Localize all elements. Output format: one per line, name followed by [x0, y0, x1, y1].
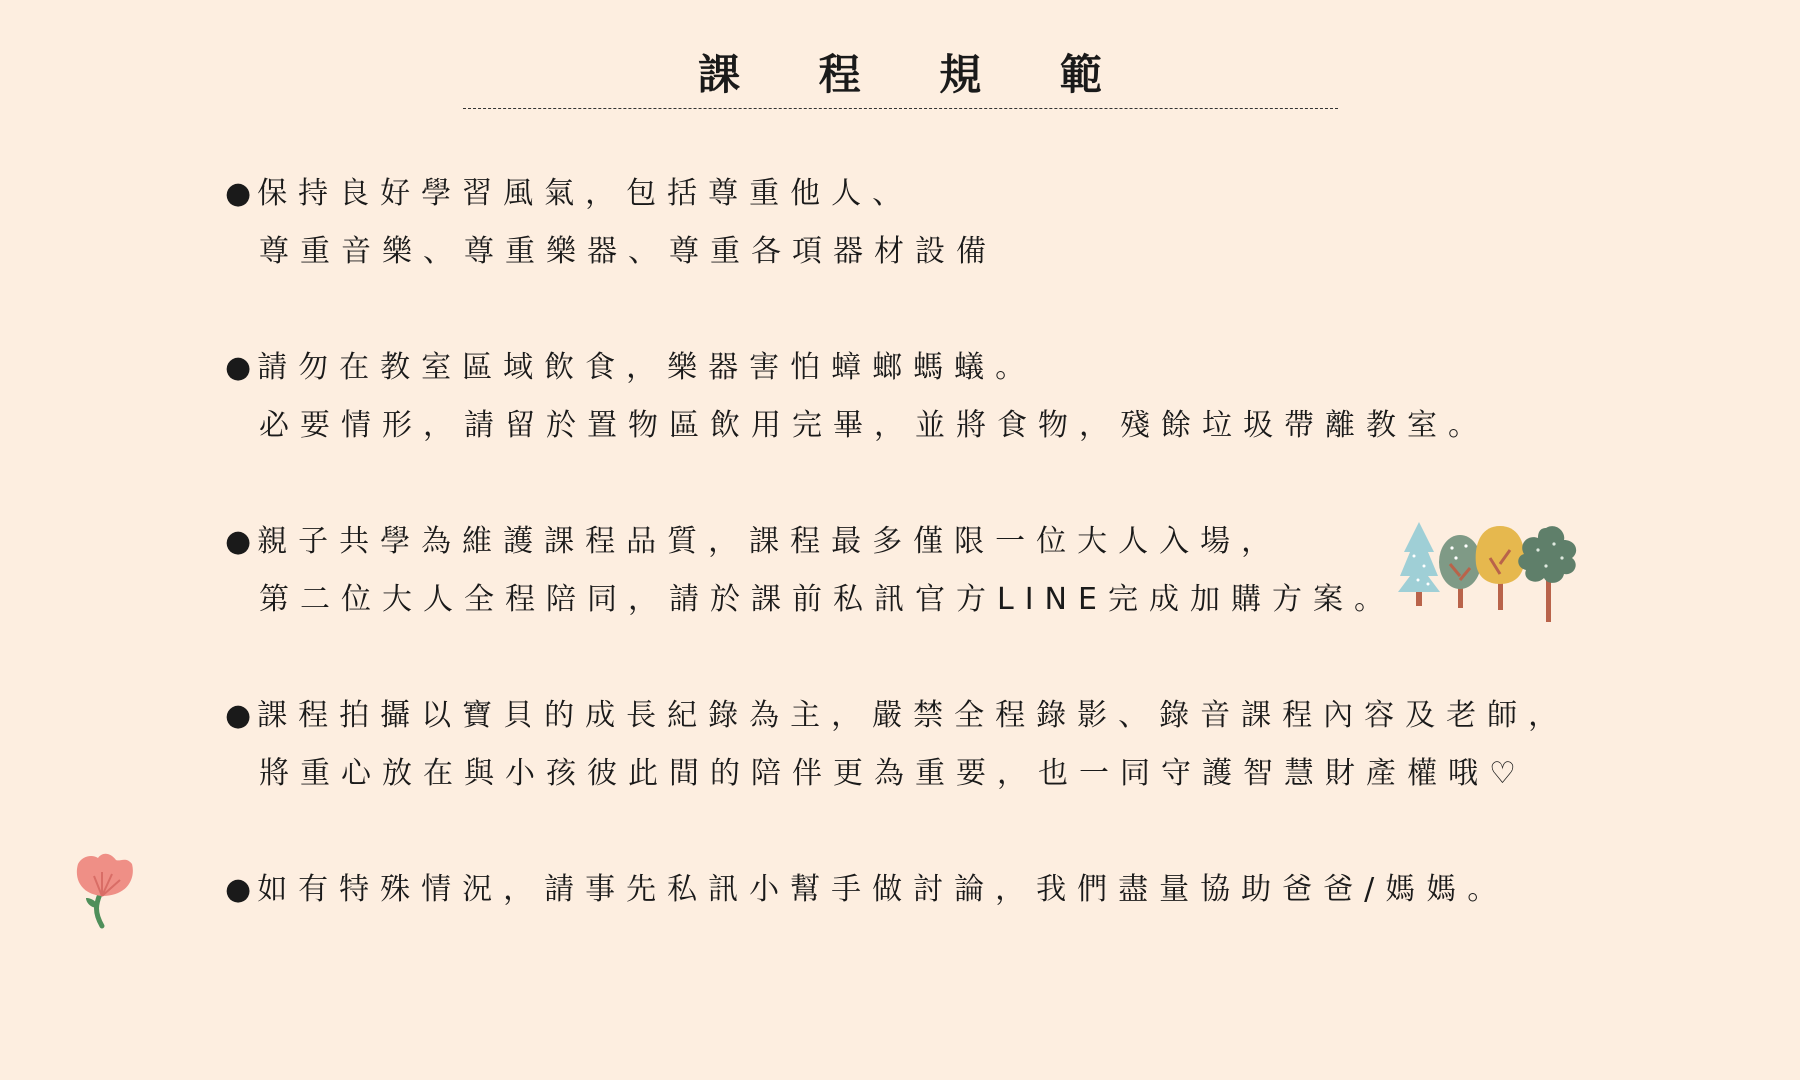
rule-text: 請勿在教室區域飲食，樂器害怕蟑螂螞蟻。	[257, 350, 1037, 385]
page-title: 課 程 規 範	[698, 50, 1134, 99]
rule-text: 親子共學為維護課程品質，課程最多僅限一位大人入場，	[257, 524, 1283, 559]
rule-text: 課程拍攝以寶貝的成長紀錄為主，嚴禁全程錄影、錄音課程內容及老師，	[257, 698, 1570, 733]
bullet-icon: ●	[225, 872, 252, 907]
rule-line-2: 尊重音樂、尊重樂器、尊重各項器材設備	[259, 234, 997, 269]
rule-line-1	[225, 174, 913, 214]
title-divider	[463, 108, 1338, 109]
bullet-icon: ●	[225, 698, 252, 733]
rule-line-2: 第二位大人全程陪同，請於課前私訊官方LINE完成加購方案。	[259, 582, 1395, 617]
bullet-icon: ●	[225, 524, 252, 559]
rule-text: 如有特殊情況，請事先私訊小幫手做討論，我們盡量協助爸爸/媽媽。	[257, 872, 1509, 907]
rule-text: 保持良好學習風氣，包括尊重他人、	[257, 176, 914, 211]
rule-line-1	[225, 870, 1508, 910]
rule-line-1	[225, 522, 1282, 562]
bullet-icon: ●	[225, 350, 252, 385]
rule-line-1	[225, 348, 1036, 388]
rule-line-2: 將重心放在與小孩彼此間的陪伴更為重要，也一同守護智慧財產權哦♡	[259, 756, 1527, 791]
rule-line-2: 必要情形，請留於置物區飲用完畢，並將食物，殘餘垃圾帶離教室。	[259, 408, 1489, 443]
trees-illustration-icon	[1396, 518, 1580, 622]
rule-line-1	[225, 696, 1569, 736]
flower-illustration-icon	[72, 850, 142, 930]
bullet-icon: ●	[225, 176, 252, 211]
